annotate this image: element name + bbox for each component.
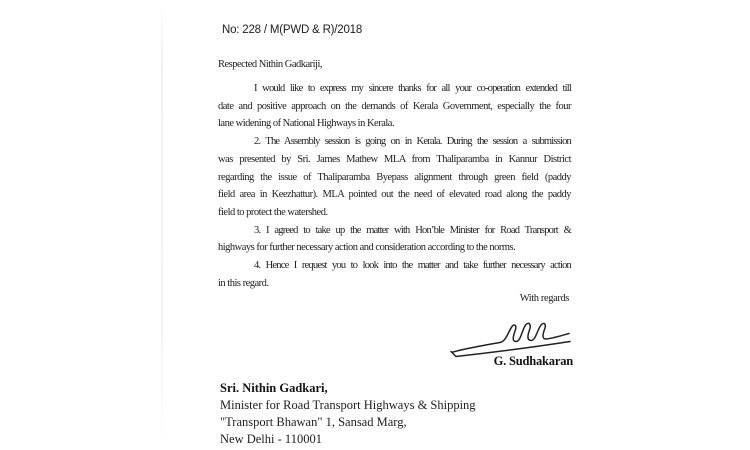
recipient-address	[220, 380, 476, 448]
scan-paper-edge	[161, 0, 163, 450]
signatory-name: G. Sudhakaran	[493, 354, 573, 368]
recipient-line: New Delhi - 110001	[220, 431, 322, 446]
recipient-line: Minister for Road Transport Highways & Shipping	[220, 397, 476, 412]
paragraph-line: in this regard.	[218, 277, 269, 289]
recipient-name: Sri. Nithin Gadkari,	[220, 381, 328, 395]
paragraph-line: regarding the issue of Thaliparamba Byepass alignment through green field (paddy	[218, 171, 571, 183]
salutation: Respected Nithin Gadkariji,	[218, 59, 323, 70]
paragraph-line: I would like to express my sincere thanks for all your co-operation extended till	[254, 83, 571, 94]
recipient-line: "Transport Bhawan" 1, Sansad Marg,	[220, 414, 407, 429]
paragraph-line: date and positive approach on the demands of Kerala Government, especially the four	[218, 100, 571, 112]
paragraph-line: field to protect the watershed.	[218, 206, 328, 218]
paragraph-line: field area in Keezhattur). MLA pointed out the need of elevated road along the paddy	[218, 189, 571, 201]
paragraph-line: 3. I agreed to take up the matter with Hon’ble Minister for Road Transport &	[254, 224, 571, 236]
paragraph-line: 4. Hence I request you to look into the matter and take further necessary action	[254, 260, 571, 272]
paragraph-line: lane widening of National Highways in Kerala.	[218, 118, 395, 130]
reference-number: No: 228 / M(PWD & R)/2018	[222, 24, 363, 36]
paragraph-line: highways for further necessary action and consideration according to the norms.	[218, 242, 516, 254]
closing-phrase: With regards	[519, 293, 569, 304]
paragraph-line: was presented by Sri. James Mathew MLA from Thaliparamba in Kannur District	[218, 153, 571, 165]
letter-body	[218, 80, 571, 292]
paragraph-line: 2. The Assembly session is going on in Kerala. During the session a submission	[254, 136, 571, 148]
